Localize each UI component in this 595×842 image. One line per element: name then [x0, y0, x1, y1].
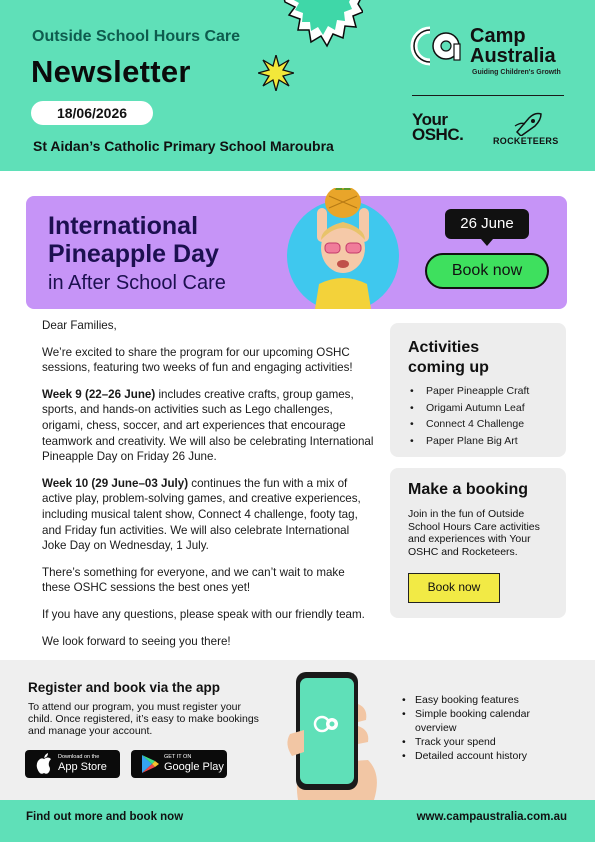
app-features-list [401, 693, 571, 763]
list-item: • Simple booking calendar overview [401, 707, 571, 735]
app-text: To attend our program, you must register your child. Once registered, it’s easy to make bookings and manage your account. [28, 701, 259, 738]
camp-australia-logo [410, 24, 570, 80]
your-oshc-logo: Your OSHC. [412, 110, 464, 144]
header-divider [412, 95, 564, 96]
google-play-small-label: GET IT ON [164, 754, 192, 760]
everyone-paragraph: There’s something for everyone, and we can’t wait to make these OSHC sessions the best ones yet! [42, 565, 345, 595]
list-item: • Paper Plane Big Art [408, 433, 529, 450]
list-item: • Track your spend [401, 735, 571, 749]
activities-heading: Activities coming up [408, 339, 489, 376]
footer [0, 800, 595, 842]
banner-title-line3: in After School Care [48, 272, 226, 294]
list-item: • Easy booking features [401, 693, 571, 707]
banner-title-line1: International [48, 212, 199, 240]
footer-cta-text: Find out more and book now [26, 811, 184, 823]
camp-australia-wordmark: Camp Australia [470, 25, 556, 67]
letter-body [42, 318, 376, 660]
rocketeers-wordmark: ROCKETEERS [493, 136, 559, 146]
camp-australia-mark-icon [410, 26, 466, 66]
week10-label: Week 10 (29 June–03 July) [42, 476, 189, 490]
phone-in-hand-image [264, 664, 389, 800]
app-section [0, 660, 595, 800]
google-play-label: Google Play [164, 761, 224, 773]
pineapple-day-banner [26, 196, 567, 309]
event-date-badge: 26 June [445, 209, 529, 239]
rocketeers-logo [493, 112, 565, 148]
closing-paragraph: We look forward to seeing you there! [42, 634, 231, 648]
app-store-label: App Store [58, 761, 107, 773]
apple-icon [34, 753, 54, 775]
list-item: • Connect 4 Challenge [408, 416, 529, 433]
starburst-decoration [283, 0, 363, 56]
app-heading: Register and book via the app [28, 680, 221, 695]
google-play-icon [140, 754, 160, 774]
booking-text: Join in the fun of Outside School Hours Care activities and experiences with Your OSHC and Rocketeers. [408, 508, 540, 558]
sparkle-icon [258, 55, 294, 91]
intro-paragraph: We’re excited to share the program for our upcoming OSHC sessions, featuring two weeks of fun and engaging activities! [42, 345, 353, 375]
rocket-icon [513, 112, 543, 136]
week9-text: includes creative crafts, group games, sports, and hands-on activities such as Lego challenges, origami, chess, soccer, and art experiences that encourage teamwork and creativity. We will also be celebrating International Pineapple Day on Friday 26 June. [42, 387, 374, 464]
newsletter-date: 18/06/2026 [31, 101, 153, 125]
list-item: • Origami Autumn Leaf [408, 400, 529, 417]
week10-text: continues the fun with a mix of active play, problem-solving games, and creative experiences, including musical talent show, Connect 4 challenge, footy tag, and Friday fun activities. We will also celebrate International Joke Day on Wednesday, 1 July. [42, 476, 361, 553]
week9-paragraph [42, 387, 376, 465]
week9-label: Week 9 (22–26 June) [42, 387, 156, 401]
banner-title-line2: Pineapple Day [48, 240, 219, 268]
banner-book-now-button[interactable]: Book now [425, 253, 549, 289]
activities-list [408, 383, 529, 449]
booking-heading: Make a booking [408, 481, 529, 498]
header [0, 0, 595, 171]
week10-paragraph [42, 476, 376, 554]
sidebar-book-now-button[interactable]: Book now [408, 573, 500, 603]
app-store-button[interactable] [25, 750, 120, 778]
greeting: Dear Families, [42, 319, 117, 332]
camp-australia-tagline: Guiding Children's Growth [472, 69, 561, 76]
child-with-pineapple-image [279, 188, 407, 309]
app-store-small-label: Download on the [58, 754, 100, 760]
school-name: St Aidan’s Catholic Primary School Maroubra [33, 138, 334, 154]
website-link[interactable]: www.campaustralia.com.au [416, 811, 567, 823]
list-item: • Paper Pineapple Craft [408, 383, 529, 400]
activities-panel [390, 323, 566, 457]
google-play-button[interactable] [131, 750, 227, 778]
list-item: • Detailed account history [401, 749, 571, 763]
newsletter-title: Newsletter [31, 54, 191, 89]
booking-panel [390, 468, 566, 618]
newsletter-subtitle: Outside School Hours Care [32, 28, 241, 45]
questions-paragraph: If you have any questions, please speak with our friendly team. [42, 607, 365, 621]
